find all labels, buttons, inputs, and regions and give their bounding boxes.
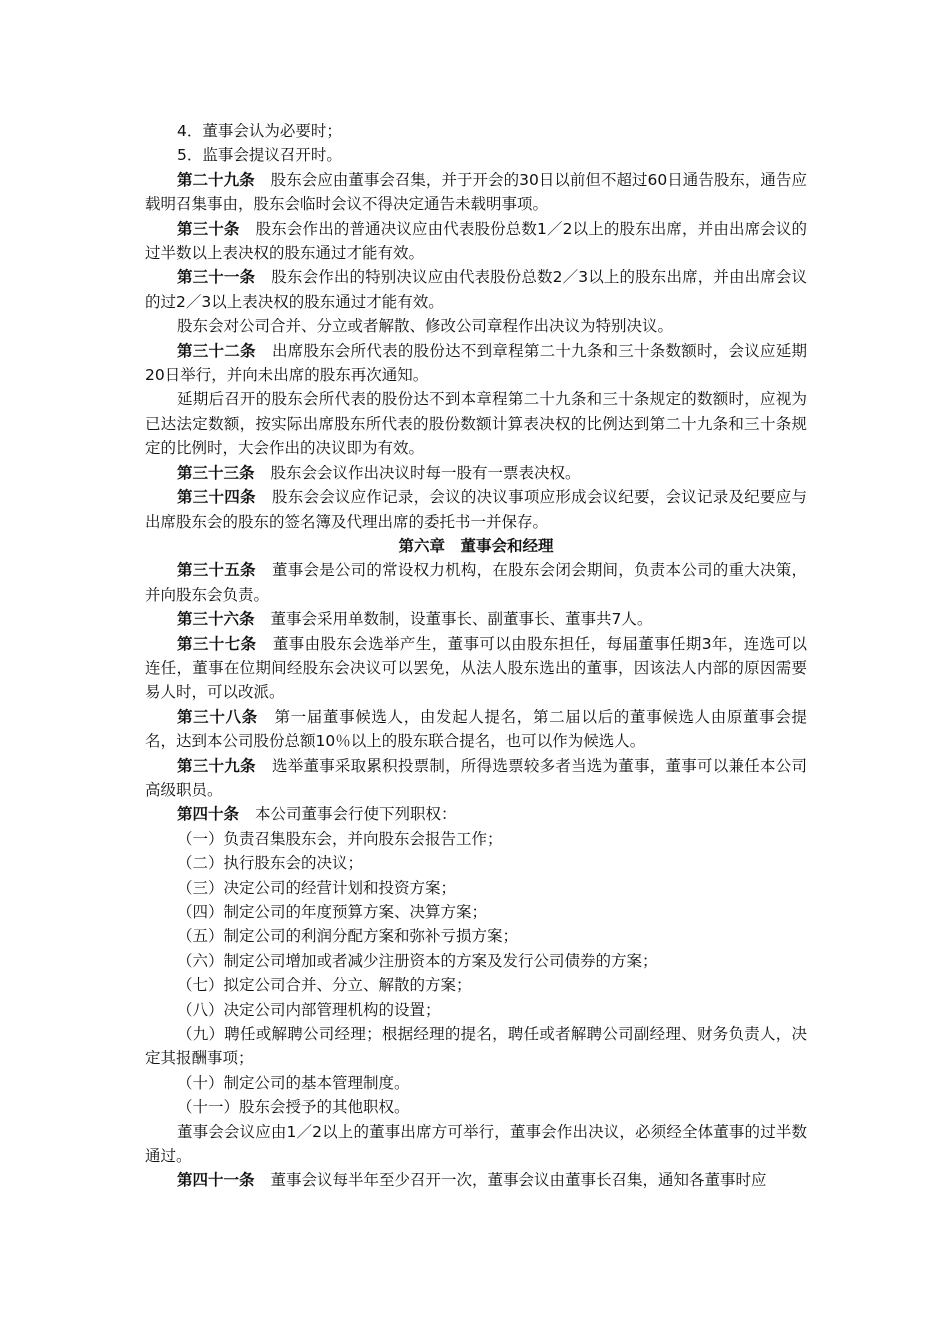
list-item: （八）决定公司内部管理机构的设置； — [177, 1000, 441, 1019]
article-number: 第三十六条 — [177, 610, 255, 629]
article-number: 第三十四条 — [177, 488, 256, 507]
article-paragraph: 第三十五条 董事会是公司的常设权力机构，在股东会闭会期间，负责本公司的重大决策，并向股东会负责。 — [145, 561, 807, 604]
article-paragraph: 第三十二条 出席股东会所代表的股份达不到章程第二十九条和三十条数额时，会议应延期20日举行，并向未出席的股东再次通知。 — [145, 341, 807, 385]
paragraph: 股东会对公司合并、分立或者解散、修改公司章程作出决议为特别决议。 — [177, 317, 674, 336]
list-item: （七）拟定公司合并、分立、解散的方案； — [177, 976, 472, 995]
list-item: （一）负责召集股东会，并向股东会报告工作； — [177, 829, 503, 848]
list-item: （十）制定公司的基本管理制度。 — [177, 1073, 410, 1092]
paragraph: 5．监事会提议召开时。 — [177, 146, 342, 165]
article-number: 第二十九条 — [177, 170, 255, 189]
article-number: 第三十五条 — [177, 561, 256, 580]
article-number: 第三十条 — [177, 219, 240, 238]
list-item: （五）制定公司的利润分配方案和弥补亏损方案； — [177, 927, 519, 946]
list-item: （九）聘任或解聘公司经理；根据经理的提名，聘任或者解聘公司副经理、财务负责人，决定其报酬事项； — [145, 1025, 807, 1068]
article-paragraph: 第三十八条 第一届董事候选人，由发起人提名，第二届以后的董事候选人由原董事会提名，达到本公司股份总额10％以上的股东联合提名，也可以作为候选人。 — [145, 707, 807, 751]
list-item: （十一）股东会授予的其他职权。 — [177, 1098, 410, 1117]
chapter-heading: 第六章 董事会和经理 — [398, 536, 554, 555]
article-paragraph: 第三十条 股东会作出的普通决议应由代表股份总数1／2以上的股东出席，并由出席会议的过半数以上表决权的股东通过才能有效。 — [145, 219, 807, 263]
paragraph: 延期后召开的股东会所代表的股份达不到本章程第二十九条和三十条规定的数额时，应视为已达法定数额，按实际出席股东所代表的股份数额计算表决权的比例达到第二十九条和三十条规定的比例时，大会作出的决议即为有效。 — [145, 390, 807, 458]
list-item: （六）制定公司增加或者减少注册资本的方案及发行公司债券的方案； — [177, 951, 658, 970]
article-number: 第三十七条 — [177, 634, 257, 653]
article-number: 第四十一条 — [177, 1171, 255, 1190]
article-paragraph: 第四十条 本公司董事会行使下列职权： — [177, 805, 457, 824]
article-number: 第三十一条 — [177, 268, 256, 287]
article-paragraph: 第三十九条 选举董事采取累积投票制，所得选票较多者当选为董事，董事可以兼任本公司高级职员。 — [145, 756, 807, 799]
paragraph: 董事会会议应由1／2以上的董事出席方可举行，董事会作出决议，必须经全体董事的过半数通过。 — [145, 1122, 807, 1166]
article-number: 第三十八条 — [177, 707, 258, 726]
list-item: （三）决定公司的经营计划和投资方案； — [177, 878, 457, 897]
paragraph: 4．董事会认为必要时； — [177, 122, 342, 140]
list-item: （四）制定公司的年度预算方案、决算方案； — [177, 903, 488, 921]
document-page — [145, 119, 807, 1193]
article-paragraph: 第三十六条 董事会采用单数制，设董事长、副董事长、董事共7人。 — [177, 610, 653, 629]
article-paragraph: 第三十四条 股东会会议应作记录，会议的决议事项应形成会议纪要，会议记录及纪要应与出席股东会的股东的签名簿及代理出席的委托书一并保存。 — [145, 488, 807, 531]
article-paragraph: 第三十七条 董事由股东会选举产生，董事可以由股东担任，每届董事任期3年，连选可以连任，董事在位期间经股东会决议可以罢免，从法人股东选出的董事，因该法人内部的原因需要易人时，可以改派。 — [145, 634, 807, 702]
article-number: 第三十三条 — [177, 463, 255, 482]
article-paragraph: 第二十九条 股东会应由董事会召集，并于开会的30日以前但不超过60日通告股东，通告应载明召集事由，股东会临时会议不得决定通告未载明事项。 — [145, 170, 807, 214]
article-number: 第三十九条 — [177, 756, 256, 775]
article-paragraph: 第四十一条 董事会议每半年至少召开一次，董事会议由董事长召集，通知各董事时应 — [177, 1171, 767, 1190]
article-paragraph: 第三十一条 股东会作出的特别决议应由代表股份总数2／3以上的股东出席，并由出席会议的过2／3以上表决权的股东通过才能有效。 — [145, 268, 807, 311]
list-item: （二）执行股东会的决议； — [177, 854, 364, 873]
article-paragraph: 第三十三条 股东会会议作出决议时每一股有一票表决权。 — [177, 463, 581, 482]
article-number: 第三十二条 — [177, 341, 256, 360]
article-number: 第四十条 — [177, 805, 240, 824]
